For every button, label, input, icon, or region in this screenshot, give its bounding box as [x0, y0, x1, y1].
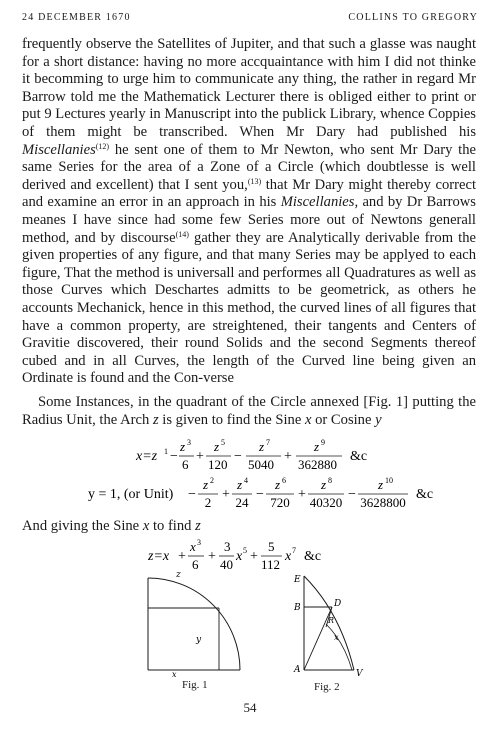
- text-run: frequently observe the Satellites of Jupiter, and that such a glasse was naught for a short distance: having no more accquaintance with him I did not thinke it becomming to urge him to communicate any thing, the rather in regard Mr Barrow told me the Mathematick Lecturer there is obliged either to print or put 9 Lectures yearly in Manuscript into the publick Library, whence Coppies of them might be transcribed. When Mr Dary had published his: [22, 36, 476, 140]
- eq1-t1-den: 6: [182, 457, 189, 472]
- eq3-op: +: [208, 549, 216, 564]
- eq1-t4-den: 362880: [298, 457, 337, 472]
- eq3-t1-den: 6: [192, 557, 199, 572]
- eq2-num: z: [378, 477, 384, 492]
- paragraph-1: [22, 36, 476, 388]
- eq1-t3-num-exp: 7: [266, 438, 270, 447]
- footnote-ref-13: (13): [247, 176, 262, 186]
- text-run: And giving the Sine: [22, 518, 143, 534]
- eq2-num-exp: 6: [282, 476, 286, 485]
- eq2-num-exp: 8: [328, 476, 332, 485]
- eq1-t3-den: 5040: [248, 457, 274, 472]
- eq2-den: 40320: [309, 495, 343, 510]
- eq3-t3-den: 112: [261, 557, 281, 572]
- text-run: or Cosine: [311, 411, 376, 428]
- var-z: z: [195, 518, 201, 534]
- eq2-op: +: [298, 487, 306, 502]
- text-run: gather they are Analytically derivable from the given properties of any figure, and that many Series may be applyed to each figure, That the method is universall and performes all Quadratures as well as those Curves which Deschartes admitts to be geometrick, as others he accounts Mechanick, hence in this method, the curved lines of all figures that have a common property, are streightened, their tangents and Centers of Gravitie discovered, their round Solids and the second Segments thereof cubed and in all Curves, the length of the Curved line being given an Ordinate is found and the Con-verse: [22, 229, 476, 387]
- fig2-label-E: E: [294, 575, 301, 585]
- eq3-t3-num: 5: [268, 539, 275, 554]
- eq1-op: +: [284, 449, 292, 464]
- eq1-t2-den: 120: [208, 457, 228, 472]
- var-x: x: [142, 518, 150, 534]
- eq2-num: z: [275, 477, 281, 492]
- equation-sine: [136, 438, 386, 479]
- eq2-op: −: [188, 487, 196, 502]
- var-x: x: [304, 411, 312, 428]
- eq3-t2-num: 3: [224, 539, 231, 554]
- fig1-label-x: x: [172, 670, 177, 679]
- text-run: he sent one of them to Mr Newton, who sent Mr Dary the same Series for the area of a Zone of a Circle (which doubtlesse is well derived and excellent) that I sent you,: [22, 141, 476, 193]
- eq2-den: 3628800: [360, 495, 406, 510]
- eq3-lhs: z=x: [148, 549, 170, 564]
- eq1-op: +: [196, 449, 204, 464]
- eq3-op: +: [178, 549, 186, 564]
- italic-title: Miscellanies,: [280, 194, 359, 211]
- eq3-t2-den: 40: [220, 557, 233, 572]
- eq2-lhs: y = 1, (or Unit): [88, 487, 174, 502]
- eq3-t3-var: x: [285, 549, 292, 564]
- eq1-op: −: [170, 449, 178, 464]
- eq1-t1-num: z: [180, 439, 186, 454]
- eq1-lhs: x=z: [136, 449, 158, 464]
- eq3-t2-var-exp: 5: [243, 546, 247, 555]
- fig2-label-V: V: [356, 669, 363, 679]
- equation-cosine: [88, 476, 434, 517]
- text-run: that Mr Dary might thereby correct and examine an error in an approach in his: [22, 176, 476, 211]
- text-run: Some Instances, in the quadrant of the Circle annexed [Fig. 1] putting the Radius Unit, the Arch: [22, 394, 476, 428]
- eq1-t2-num: z: [214, 439, 220, 454]
- fig2-caption: Fig. 2: [314, 681, 340, 693]
- fig2-label-A: A: [294, 665, 301, 675]
- fig2-label-x: x: [334, 633, 339, 642]
- figure-1: [140, 572, 250, 681]
- fig1-label-y: y: [196, 635, 202, 645]
- eq2-den: 24: [235, 495, 249, 510]
- header-title: COLLINS TO GREGORY: [348, 12, 478, 23]
- eq3-t3-var-exp: 7: [292, 546, 296, 555]
- footnote-ref-12: (12): [95, 141, 110, 151]
- eq3-t2-var: x: [236, 549, 243, 564]
- eq2-num-exp: 4: [244, 476, 248, 485]
- fig2-label-R: R: [328, 616, 335, 625]
- eq1-t2-num-exp: 5: [221, 438, 225, 447]
- eq2-num: z: [203, 477, 209, 492]
- text-run: and by Dr Barrows meanes I have since had some few Series more out of Newtons generall method, and by discourse: [22, 194, 476, 246]
- var-z: z: [152, 411, 159, 428]
- text-run: is given to find the Sine: [158, 411, 305, 428]
- fig1-quadrant-arc: [148, 578, 240, 670]
- eq1-lhs-exp: 1: [164, 447, 168, 456]
- eq1-t4-num-exp: 9: [321, 438, 325, 447]
- fig2-label-D: D: [334, 599, 342, 609]
- eq2-op: +: [222, 487, 230, 502]
- eq1-etc: &c: [350, 449, 368, 464]
- paragraph-2: [22, 394, 476, 429]
- header-date: 24 DECEMBER 1670: [22, 12, 131, 23]
- italic-title: Miscellanies: [22, 141, 96, 158]
- paragraph-3: [22, 518, 476, 536]
- var-y: y: [375, 411, 382, 428]
- fig2-inner-curve: [326, 624, 352, 670]
- eq2-num: z: [237, 477, 243, 492]
- eq1-t3-num: z: [259, 439, 265, 454]
- eq2-den: 720: [270, 495, 290, 510]
- figure-2: [290, 572, 370, 684]
- fig1-caption: Fig. 1: [182, 679, 208, 691]
- eq2-op: −: [348, 487, 356, 502]
- fig1-label-z: z: [176, 570, 181, 580]
- footnote-ref-14: (14): [175, 229, 189, 239]
- eq3-t1-num-exp: 3: [197, 538, 201, 547]
- page-number: 54: [243, 700, 257, 715]
- eq2-etc: &c: [416, 487, 434, 502]
- eq2-num-exp: 2: [210, 476, 214, 485]
- eq1-t1-num-exp: 3: [187, 438, 191, 447]
- eq2-num: z: [321, 477, 327, 492]
- eq2-op: −: [256, 487, 264, 502]
- eq3-t1-num: x: [190, 539, 196, 554]
- eq3-etc: &c: [304, 549, 322, 564]
- text-run: to find: [149, 518, 196, 534]
- eq1-op: −: [234, 449, 242, 464]
- eq2-den: 2: [204, 495, 212, 510]
- eq2-num-exp: 10: [385, 476, 393, 485]
- eq1-t4-num: z: [314, 439, 320, 454]
- eq3-op: +: [250, 549, 258, 564]
- running-header: [22, 12, 478, 23]
- fig2-label-B: B: [294, 603, 301, 613]
